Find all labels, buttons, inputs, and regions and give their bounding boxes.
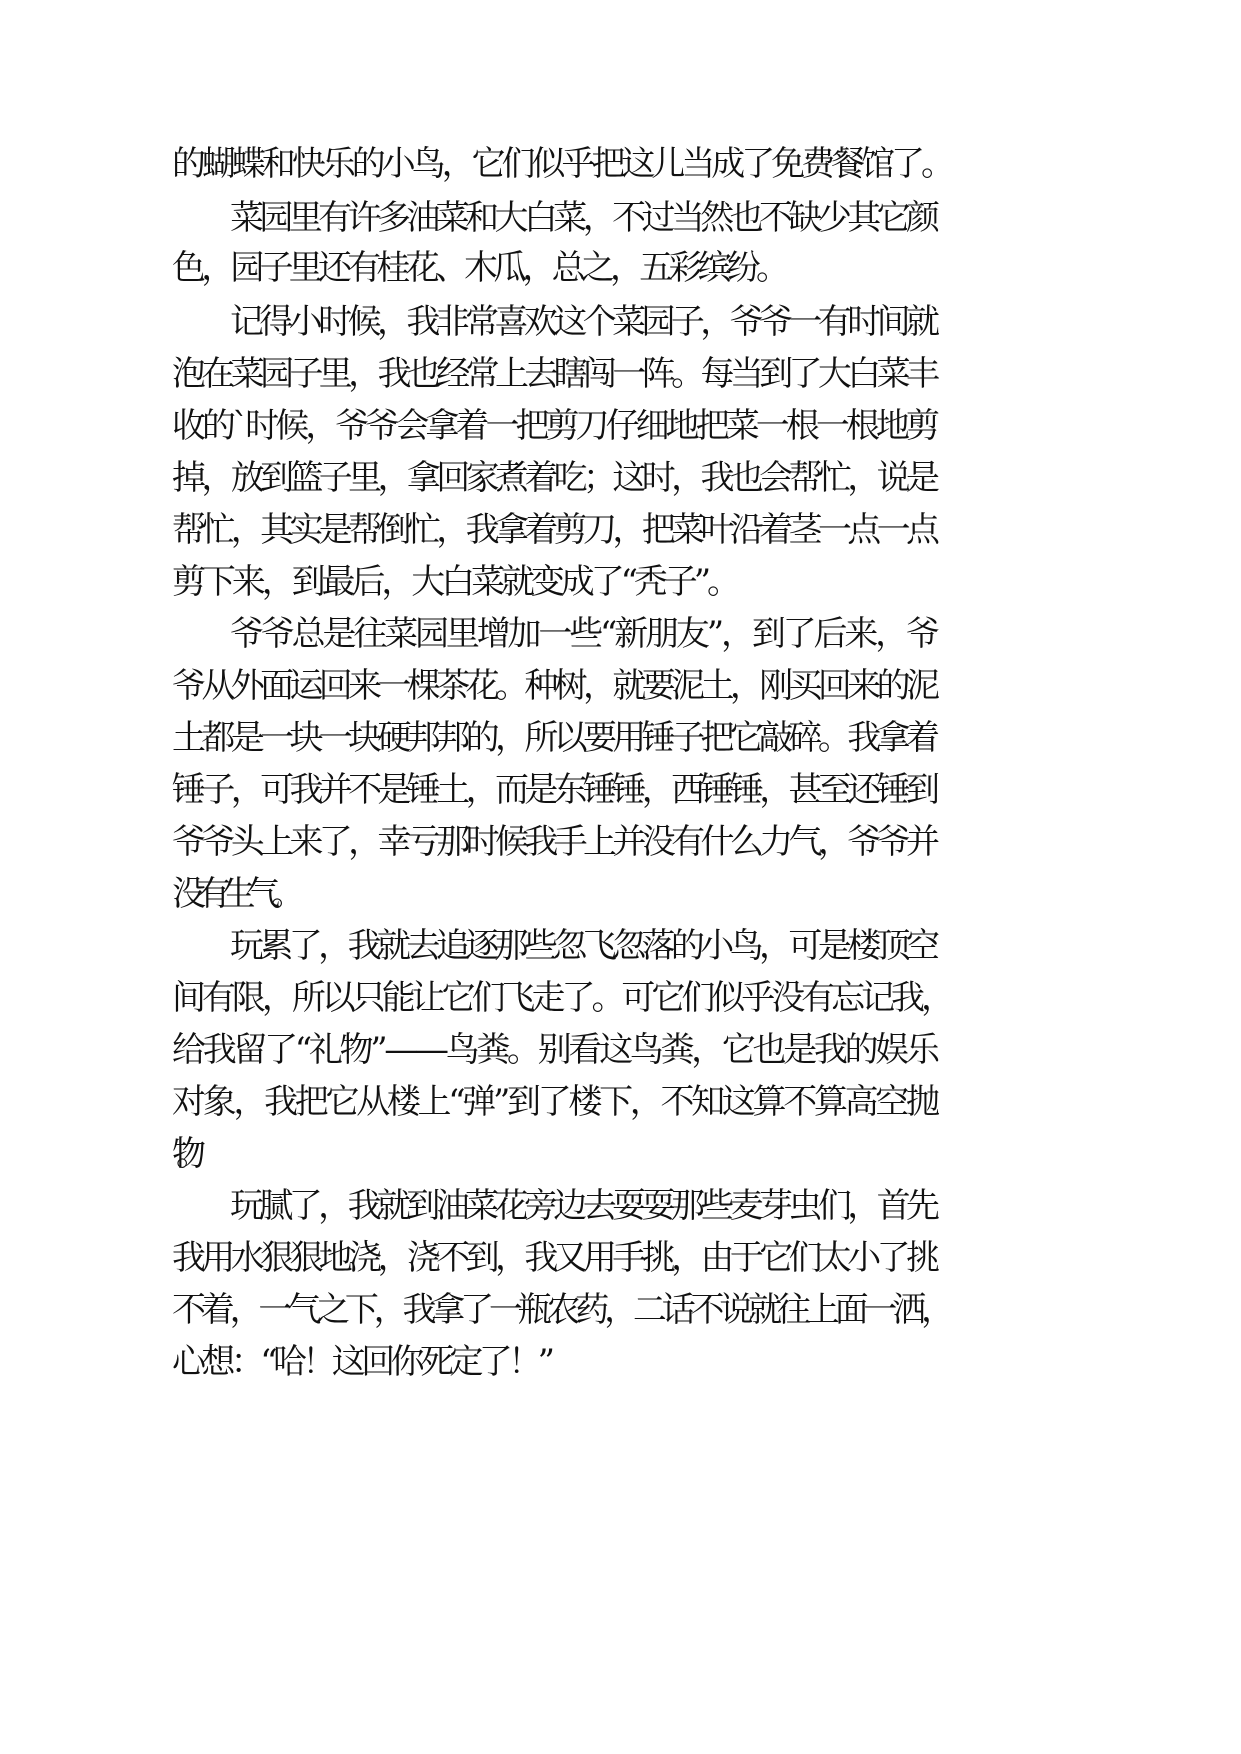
text-line	[0, 506, 1241, 554]
text-line	[0, 662, 1241, 710]
text-line-content: 色，园子里还有桂花、木瓜，总之，五彩缤纷。	[172, 248, 786, 288]
text-line-content: 给我留了“礼物”——鸟粪。别看这鸟粪，它也是我的娱乐	[172, 1030, 937, 1070]
text-line-content: 间有限，所以只能让它们飞走了。可它们似乎没有忘记我，	[172, 978, 951, 1018]
text-line-content: 记得小时候，我非常喜欢这个菜园子，爷爷一有时间就	[230, 302, 936, 342]
text-line-content: 物。	[172, 1134, 180, 1174]
text-line-content: 我用水狠狠地浇，浇不到，我又用手挑，由于它们太小了挑	[172, 1238, 936, 1278]
text-line-content: 不着，一气之下，我拿了一瓶农药，二话不说就往上面一洒，	[172, 1290, 950, 1330]
text-line-content: 没有生气。	[172, 874, 296, 914]
text-line	[0, 1338, 1241, 1386]
text-line	[0, 350, 1241, 398]
text-line	[0, 714, 1241, 762]
text-line-content: 爷从外面运回来一棵茶花。种树，就要泥土，刚买回来的泥	[172, 666, 936, 706]
text-line	[0, 818, 1241, 866]
text-line-content: 心想：“哈！这回你死定了！”	[172, 1342, 551, 1382]
text-line	[0, 454, 1241, 502]
text-line	[0, 922, 1241, 970]
text-line-content: 菜园里有许多油菜和大白菜，不过当然也不缺少其它颜	[230, 198, 936, 238]
text-line	[0, 1182, 1241, 1230]
text-line-content: 玩累了，我就去追逐那些忽飞忽落的小鸟，可是楼顶空	[230, 926, 936, 966]
text-line-content: 剪下来，到最后，大白菜就变成了“秃子”。	[172, 562, 737, 602]
text-line-content: 玩腻了，我就到油菜花旁边去耍耍那些麦芽虫们，首先	[230, 1186, 936, 1226]
text-line	[0, 194, 1241, 242]
text-line	[0, 244, 1241, 292]
text-line-content: 掉，放到篮子里，拿回家煮着吃；这时，我也会帮忙，说是	[172, 458, 936, 498]
text-line	[0, 1078, 1241, 1126]
text-line-content: 对象，我把它从楼上“弹”到了楼下，不知这算不算高空抛	[172, 1082, 937, 1122]
text-line	[0, 1286, 1241, 1334]
text-line	[0, 974, 1241, 1022]
text-line	[0, 1130, 1241, 1178]
text-line-content: 泡在菜园子里，我也经常上去瞎闯一阵。每当到了大白菜丰	[172, 354, 936, 394]
text-line	[0, 1026, 1241, 1074]
text-line	[0, 402, 1241, 450]
text-line-content: 锤子，可我并不是锤土，而是东锤锤，西锤锤，甚至还锤到	[172, 770, 936, 810]
text-line	[0, 1234, 1241, 1282]
text-line	[0, 298, 1241, 346]
text-line	[0, 140, 1241, 188]
text-line-content: 收的`时候，爷爷会拿着一把剪刀仔细地把菜一根一根地剪	[172, 406, 937, 446]
text-line-content: 土都是一块一块硬邦邦的，所以要用锤子把它敲碎。我拿着	[172, 718, 936, 758]
text-line-content: 的蝴蝶和快乐的小鸟，它们似乎把这儿当成了免费餐馆了。	[172, 144, 951, 184]
text-line-content: 帮忙，其实是帮倒忙，我拿着剪刀，把菜叶沿着茎一点一点	[172, 510, 936, 550]
text-line	[0, 870, 1241, 918]
text-line-content: 爷爷头上来了，幸亏那时候我手上并没有什么力气，爷爷并	[172, 822, 936, 862]
text-line	[0, 610, 1241, 658]
text-line-content: 爷爷总是往菜园里增加一些“新朋友”，到了后来，爷	[230, 614, 937, 654]
text-line	[0, 766, 1241, 814]
text-line	[0, 558, 1241, 606]
